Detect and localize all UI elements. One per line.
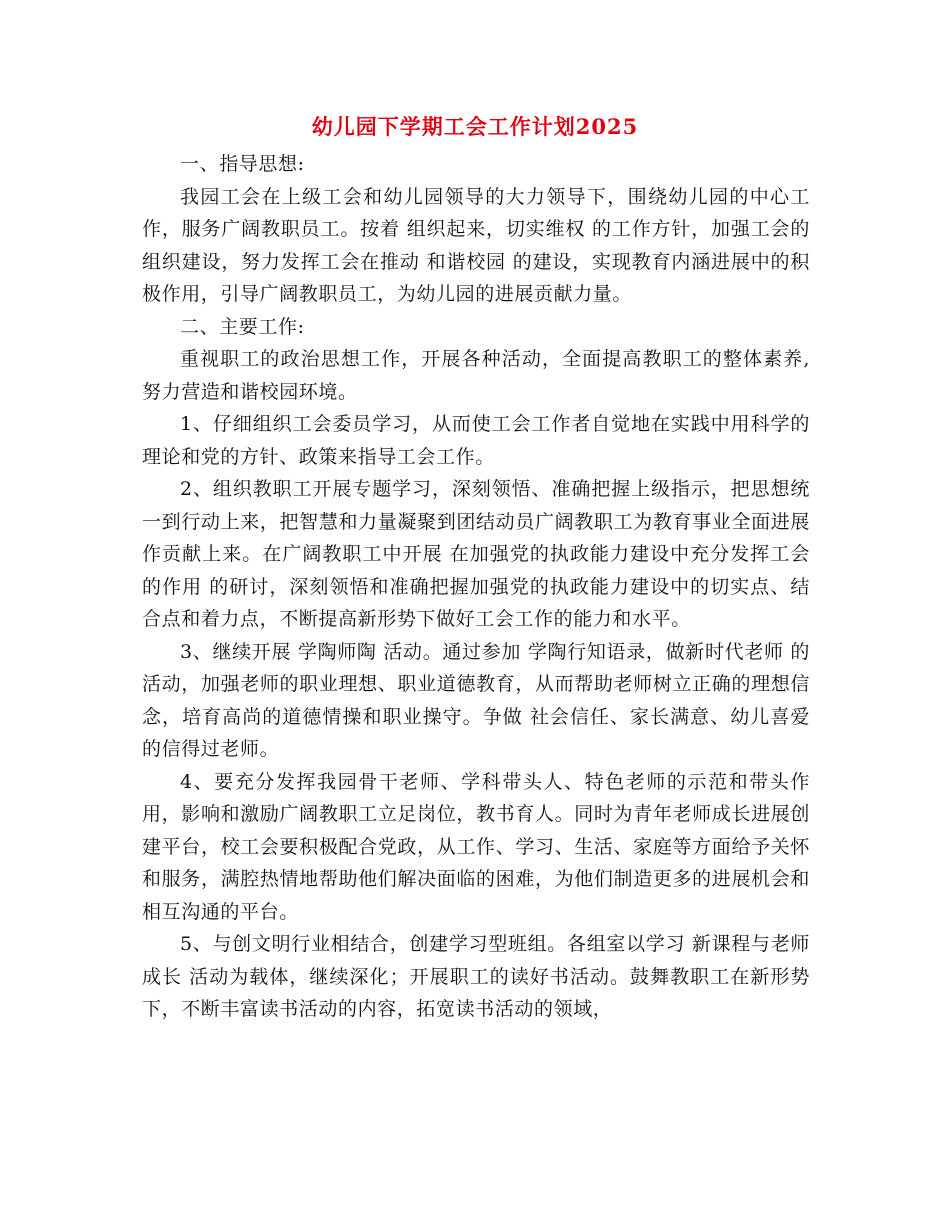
section-heading-guiding-thought: 一、指导思想: bbox=[180, 153, 305, 175]
paragraph-item-1: 1、仔细组织工会委员学习，从而使工会工作者自觉地在实践中用科学的理论和党的方针、政策来指导工会工作。 bbox=[142, 413, 810, 468]
paragraph-item-4: 4、要充分发挥我园骨干老师、学科带头人、特色老师的示范和带头作用，影响和激励广阔教职工立足岗位，教书育人。同时为青年老师成长进展创建平台，校工会要积极配合党政，从工作、学习、生活、家庭等方面给予关怀和服务，满腔热情地帮助他们解决面临的困难，为他们制造更多的进展机会和相互沟通的平台。 bbox=[142, 770, 810, 923]
document-body bbox=[142, 148, 810, 1026]
paragraph-item-5: 5、与创文明行业相结合，创建学习型班组。各组室以学习 新课程与老师成长 活动为载体，继续深化；开展职工的读好书活动。鼓舞教职工在新形势下，不断丰富读书活动的内容，拓宽读书活动的领域， bbox=[142, 933, 810, 1020]
paragraph-item-3: 3、继续开展 学陶师陶 活动。通过参加 学陶行知语录，做新时代老师 的活动，加强老师的职业理想、职业道德教育，从而帮助老师树立正确的理想信念，培育高尚的道德情操和职业操守。争做 社会信任、家长满意、幼儿喜爱 的信得过老师。 bbox=[142, 640, 810, 760]
paragraph-main-work-intro: 重视职工的政治思想工作，开展各种活动，全面提高教职工的整体素养,努力营造和谐校园环境。 bbox=[142, 348, 810, 403]
paragraph-item-2: 2、组织教职工开展专题学习，深刻领悟、准确把握上级指示，把思想统一到行动上来，把智慧和力量凝聚到团结动员广阔教职工为教育事业全面进展作贡献上来。在广阔教职工中开展 在加强党的执政能力建设中充分发挥工会的作用 的研讨，深刻领悟和准确把握加强党的执政能力建设中的切实点、结合点和着力点，不断提高新形势下做好工会工作的能力和水平。 bbox=[142, 478, 810, 630]
document-title: 幼儿园下学期工会工作计划2025 bbox=[311, 114, 639, 139]
section-heading-main-work: 二、主要工作: bbox=[180, 315, 305, 338]
paragraph-guiding-thought: 我园工会在上级工会和幼儿园领导的大力领导下，围绕幼儿园的中心工作，服务广阔教职员工。按着 组织起来，切实维权 的工作方针，加强工会的组织建设，努力发挥工会在推动 和谐校园 的建设，实现教育内涵进展中的积极作用，引导广阔教职员工，为幼儿园的进展贡献力量。 bbox=[142, 185, 810, 305]
